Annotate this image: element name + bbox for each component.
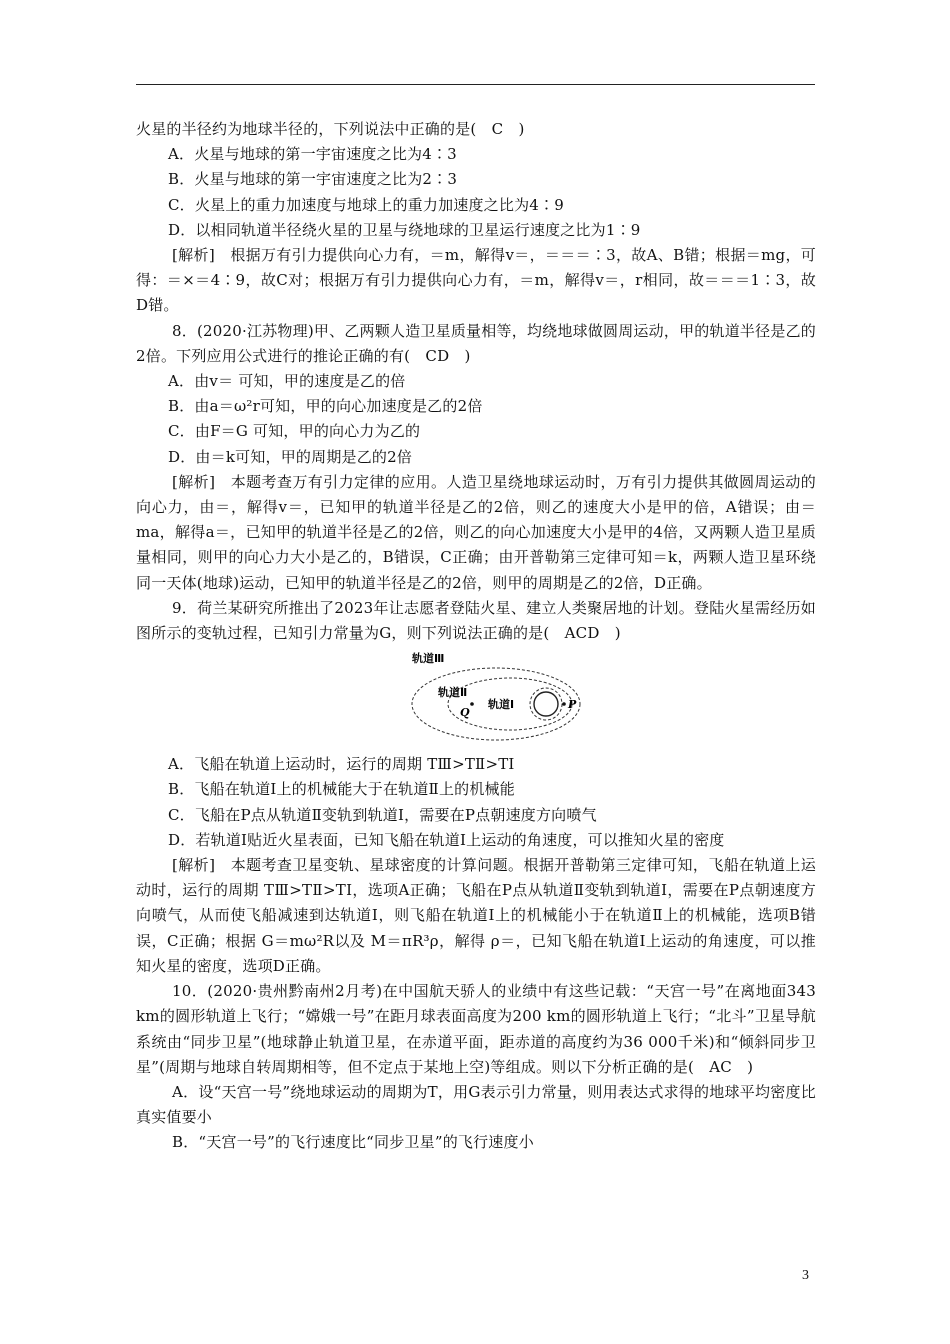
analysis-tag: [解析] xyxy=(172,472,216,491)
header-rule xyxy=(136,84,815,85)
point-p-label: P xyxy=(568,698,577,712)
point-q-dot xyxy=(470,702,474,706)
analysis-tag: [解析] xyxy=(172,246,215,265)
q8-option-b: B．由a＝ω²r可知，甲的向心加速度是乙的2倍 xyxy=(168,397,483,416)
q10-option-a: A．设“天宫一号”绕地球运动的周期为T，用G表示引力常量，则用表达式求得的地球平均密度比真实值要小 xyxy=(136,1082,816,1127)
q10-stem: 10．(2020·贵州黔南州2月考)在中国航天骄人的业绩中有这些记载：“天宫一号”在离地面343 km的圆形轨道上飞行；“嫦娥一号”在距月球表面高度为200 km的圆形轨道上飞行；“北斗”卫星导航系统由“同步卫星”(地球静止轨道卫星，在赤道平面，距赤道的高度约为36 000千米)和“倾斜同步卫星”(周期与地球自转周期相等，但不定点于某地上空)等组成。则以下分析正确的是( AC ) xyxy=(136,982,821,1076)
q7-stem-tail: 火星的半径约为地球半径的，下列说法中正确的是( C ) xyxy=(136,120,525,138)
page-number: 3 xyxy=(802,1268,809,1283)
q7-analysis xyxy=(136,243,816,319)
q9-stem: 9．荷兰某研究所推出了2023年让志愿者登陆火星、建立人类聚居地的计划。登陆火星需经历如图所示的变轨过程，已知引力常量为G，则下列说法正确的是( ACD ) xyxy=(136,598,816,643)
analysis-text: 本题考查万有引力定律的应用。人造卫星绕地球运动时，万有引力提供其做圆周运动的向心力，由＝，解得v＝，已知甲的轨道半径是乙的2倍，则乙的速度大小是甲的倍，A错误；由＝ma，解得a＝，已知甲的轨道半径是乙的2倍，则乙的向心加速度大小是甲的4倍，又两颗人造卫星质量相同，则甲的向心力大小是乙的，B错误，C正确；由开普勒第三定律可知＝k，两颗人造卫星环绕同一天体(地球)运动，已知甲的轨道半径是乙的2倍，则甲的周期是乙的2倍，D正确。 xyxy=(136,472,816,592)
analysis-tag: [解析] xyxy=(172,856,216,875)
mars-planet xyxy=(534,692,558,716)
q8-stem: 8．(2020·江苏物理)甲、乙两颗人造卫星质量相等，均绕地球做圆周运动，甲的轨道半径是乙的2倍。下列应用公式进行的推论正确的有( CD ) xyxy=(136,321,816,365)
q7-option-c: C．火星上的重力加速度与地球上的重力加速度之比为4∶9 xyxy=(168,195,564,214)
point-p-dot xyxy=(562,702,566,706)
q10-option-b: B．“天宫一号”的飞行速度比“同步卫星”的飞行速度小 xyxy=(172,1133,534,1152)
orbit-1-label: 轨道Ⅰ xyxy=(488,698,515,712)
analysis-text: 根据万有引力提供向心力有，＝m，解得v＝，＝＝＝∶3，故A、B错；根据＝mg，可得：＝×＝4∶9，故C对；根据万有引力提供向心力有，＝m，解得v＝，r相同，故＝＝＝1∶3，故D错。 xyxy=(136,246,816,315)
orbit-diagram-svg xyxy=(406,650,586,750)
q9-option-a: A．飞船在轨道上运动时，运行的周期 TⅢ>TⅡ>TⅠ xyxy=(168,755,515,774)
orbit-2-label: 轨道Ⅱ xyxy=(438,686,468,700)
q8-option-a: A．由v＝ 可知，甲的速度是乙的倍 xyxy=(168,372,406,391)
q8-option-c: C．由F＝G 可知，甲的向心力为乙的 xyxy=(168,422,421,441)
q9-option-b: B．飞船在轨道Ⅰ上的机械能大于在轨道Ⅱ上的机械能 xyxy=(168,780,515,799)
q9-option-d: D．若轨道Ⅰ贴近火星表面，已知飞船在轨道Ⅰ上运动的角速度，可以推知火星的密度 xyxy=(168,830,725,849)
q7-option-d: D．以相同轨道半径绕火星的卫星与绕地球的卫星运行速度之比为1∶9 xyxy=(168,220,641,239)
point-q-label: Q xyxy=(460,706,470,720)
q9-option-c: C．飞船在P点从轨道Ⅱ变轨到轨道Ⅰ，需要在P点朝速度方向喷气 xyxy=(168,805,597,824)
q8-analysis xyxy=(136,470,816,596)
q9-analysis xyxy=(136,853,816,979)
q8-option-d: D．由＝k可知，甲的周期是乙的2倍 xyxy=(168,447,413,466)
orbit-3-label: 轨道Ⅲ xyxy=(412,652,445,666)
q7-option-a: A．火星与地球的第一宇宙速度之比为4∶3 xyxy=(168,145,457,164)
orbit-diagram xyxy=(136,650,816,750)
page-body xyxy=(136,117,821,1156)
q7-option-b: B．火星与地球的第一宇宙速度之比为2∶3 xyxy=(168,170,458,189)
analysis-text: 本题考查卫星变轨、星球密度的计算问题。根据开普勒第三定律可知，飞船在轨道上运动时，运行的周期 TⅢ>TⅡ>TⅠ，选项A正确；飞船在P点从轨道Ⅱ变轨到轨道Ⅰ，需要在P点朝速度方向喷气，从而使飞船减速到达轨道Ⅰ，则飞船在轨道Ⅰ上的机械能小于在轨道Ⅱ上的机械能，选项B错误，C正确；根据 G＝mω²R以及 M＝πR³ρ，解得 ρ＝，已知飞船在轨道Ⅰ上运动的角速度，可以推知火星的密度，选项D正确。 xyxy=(136,856,816,975)
